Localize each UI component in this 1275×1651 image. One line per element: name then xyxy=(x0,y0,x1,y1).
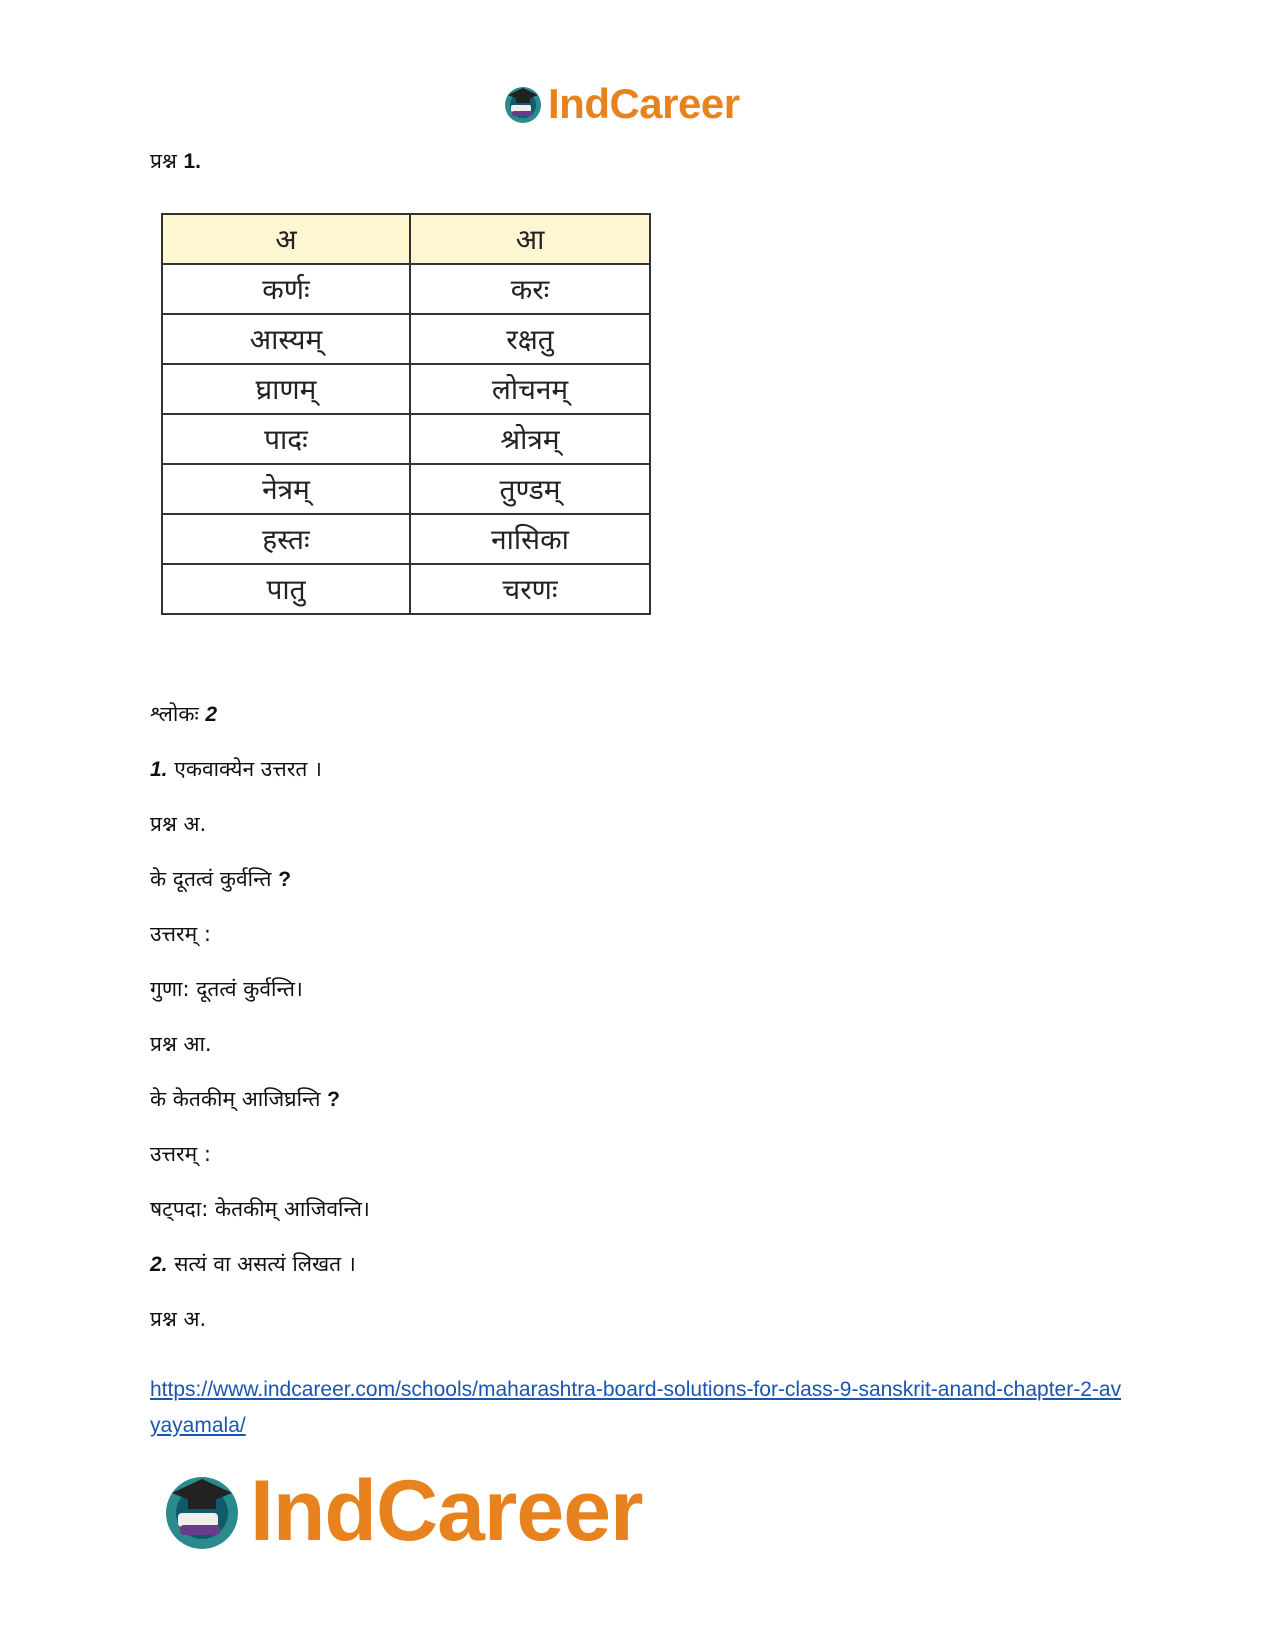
table-cell: करः xyxy=(410,264,650,314)
table-row xyxy=(162,514,650,564)
answer-a-label: उत्तरम् : xyxy=(150,922,211,946)
section-number: 1. xyxy=(150,758,168,781)
shloka-number: 2 xyxy=(205,703,218,726)
question-number: 1. xyxy=(183,150,201,173)
question-b-text xyxy=(150,1085,340,1114)
section-number: 2. xyxy=(150,1253,168,1276)
column-header: अ xyxy=(162,214,410,264)
question-mark: ? xyxy=(327,1088,340,1111)
question-b-label: प्रश्न आ. xyxy=(150,1032,212,1056)
answer-b-text: षट्पदा: केतकीम् आजिवन्ति। xyxy=(150,1197,370,1221)
footer-logo xyxy=(160,1462,643,1559)
graduation-globe-icon xyxy=(502,83,544,125)
table-row xyxy=(162,264,650,314)
match-table xyxy=(161,213,651,615)
question-text: के केतकीम् आजिघ्रन्ति xyxy=(150,1087,321,1111)
shloka-heading xyxy=(150,700,217,729)
source-link[interactable]: https://www.indcareer.com/schools/maharashtra-board-solutions-for-class-9-sanskrit-anand-chapter-2-avyayamala/ xyxy=(150,1378,1122,1437)
brand-name: IndCareer xyxy=(548,80,740,127)
table-cell: कर्णः xyxy=(162,264,410,314)
table-cell: घ्राणम् xyxy=(162,364,410,414)
table-row xyxy=(162,564,650,614)
table-row xyxy=(162,314,650,364)
table-cell: श्रोत्रम् xyxy=(410,414,650,464)
table-header-row xyxy=(162,214,650,264)
question-1-heading xyxy=(150,147,201,176)
shloka-label: श्लोकः xyxy=(150,702,199,726)
answer-a-text: गुणा: दूतत्वं कुर्वन्ति। xyxy=(150,977,303,1001)
table-cell: तुण्डम् xyxy=(410,464,650,514)
table-cell: हस्तः xyxy=(162,514,410,564)
table-row xyxy=(162,464,650,514)
graduation-globe-icon xyxy=(160,1469,244,1553)
table-cell: आस्यम् xyxy=(162,314,410,364)
table-cell: नेत्रम् xyxy=(162,464,410,514)
question-text: के दूतत्वं कुर्वन्ति xyxy=(150,867,272,891)
table-cell: चरणः xyxy=(410,564,650,614)
question-a-text xyxy=(150,865,291,894)
column-header: आ xyxy=(410,214,650,264)
answer-b-label: उत्तरम् : xyxy=(150,1142,211,1166)
question-label: प्रश्न xyxy=(150,149,177,173)
table-cell: नासिका xyxy=(410,514,650,564)
table-cell: पादः xyxy=(162,414,410,464)
question-c-label: प्रश्न अ. xyxy=(150,1307,207,1331)
table-cell: पातु xyxy=(162,564,410,614)
instruction-text: एकवाक्येन उत्तरत । xyxy=(174,757,323,781)
instruction-text: सत्यं वा असत्यं लिखत । xyxy=(174,1252,356,1276)
table-cell: रक्षतु xyxy=(410,314,650,364)
question-mark: ? xyxy=(278,868,292,891)
brand-name: IndCareer xyxy=(250,1462,643,1559)
section-1-instruction xyxy=(150,755,322,784)
section-2-instruction xyxy=(150,1250,356,1279)
table-row xyxy=(162,364,650,414)
table-row xyxy=(162,414,650,464)
header-logo xyxy=(502,80,740,128)
question-a-label: प्रश्न अ. xyxy=(150,812,207,836)
table-cell: लोचनम् xyxy=(410,364,650,414)
